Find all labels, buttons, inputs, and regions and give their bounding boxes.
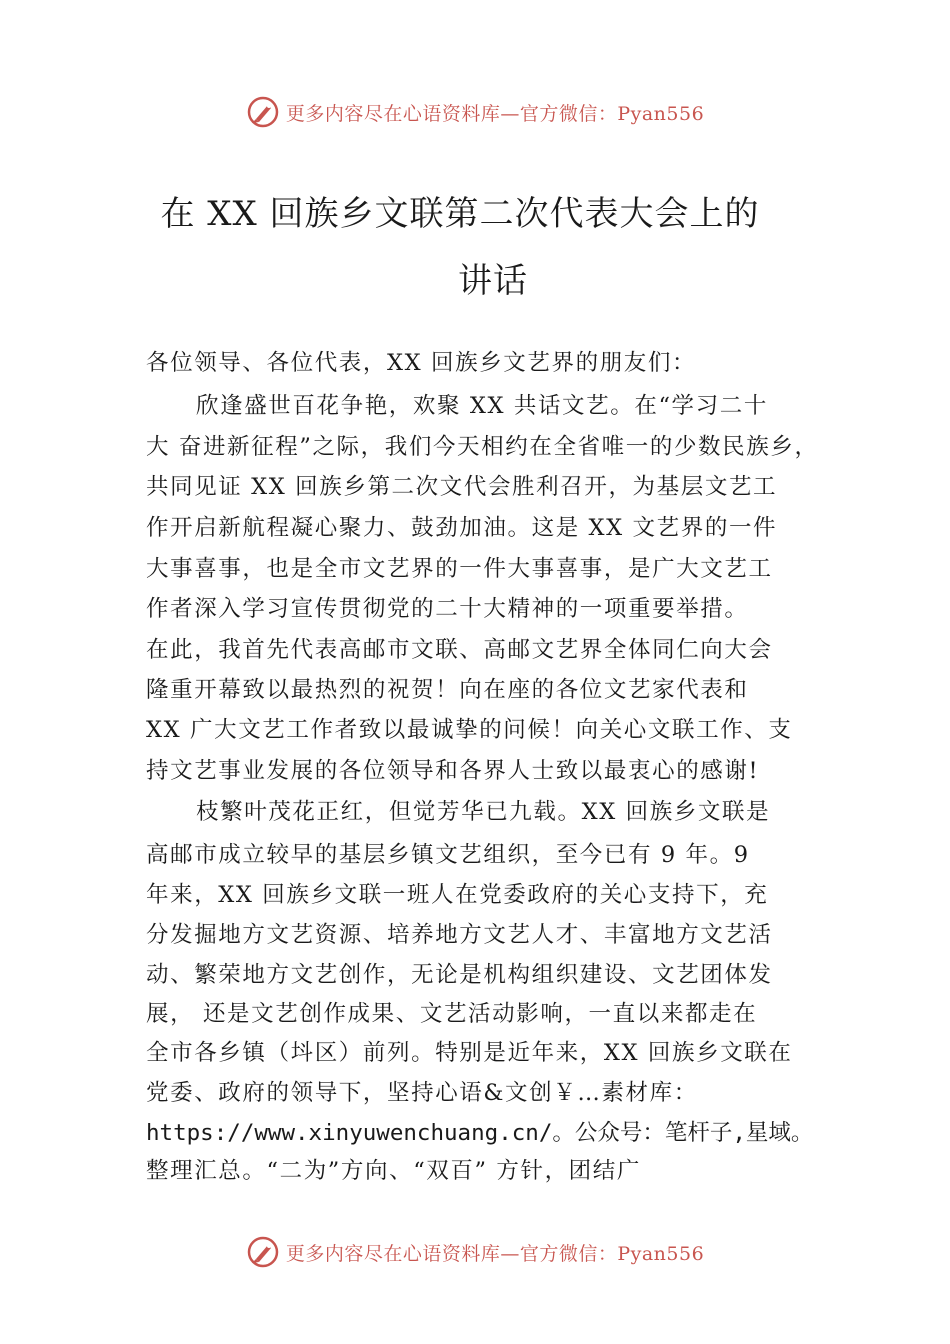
pen-nib-logo-icon: [246, 1235, 280, 1269]
body-line: 整理汇总。“二为”方向、“双百” 方针，团结广: [146, 1158, 641, 1184]
footer-banner: [0, 1232, 950, 1272]
pen-nib-logo-icon: [246, 95, 280, 129]
body-line: 分发掘地方文艺资源、培养地方文艺人才、丰富地方文艺活: [146, 922, 773, 948]
body-line: 展， 还是文艺创作成果、文艺活动影响，一直以来都走在: [146, 1001, 758, 1027]
body-line: 隆重开幕致以最热烈的祝贺！向在座的各位文艺家代表和: [146, 677, 749, 703]
header-banner-text: 更多内容尽在心语资料库—官方微信：Pyan556: [285, 102, 705, 125]
body-line: 作开启新航程凝心聚力、鼓劲加油。这是 XX 文艺界的一件: [146, 515, 778, 541]
body-line: 大事喜事，也是全市文艺界的一件大事喜事，是广大文艺工: [146, 556, 773, 582]
body-line: 枝繁叶茂花正红，但觉芳华已九载。XX 回族乡文联是: [196, 799, 771, 825]
body-line: 在此，我首先代表高邮市文联、高邮文艺界全体同仁向大会: [146, 637, 773, 663]
document-title-line-1: 在 XX 回族乡文联第二次代表大会上的: [160, 194, 760, 234]
document-title-line-2: 讲话: [458, 261, 528, 301]
salutation-line: 各位领导、各位代表，XX 回族乡文艺界的朋友们：: [146, 350, 697, 376]
url-line: https://www.xinyuwenchuang.cn/。公众号：笔杆子,星域。: [146, 1120, 814, 1146]
body-line: XX 广大文艺工作者致以最诚挚的问候！向关心文联工作、支: [146, 717, 793, 743]
body-line: 高邮市成立较早的基层乡镇文艺组织，至今已有 9 年。9: [146, 842, 750, 868]
body-line: 欣逢盛世百花争艳，欢聚 XX 共话文艺。在“学习二十: [196, 393, 768, 419]
body-line: 年来，XX 回族乡文联一班人在党委政府的关心支持下，充: [146, 882, 769, 908]
body-line: 共同见证 XX 回族乡第二次文代会胜利召开，为基层文艺工: [146, 474, 778, 500]
body-line: 全市各乡镇（㘰区）前列。特别是近年来，XX 回族乡文联在: [146, 1040, 793, 1066]
body-line: 党委、政府的领导下，坚持心语&文创￥…素材库：: [146, 1080, 698, 1106]
footer-banner-text: 更多内容尽在心语资料库—官方微信：Pyan556: [285, 1242, 705, 1265]
body-line: 大 奋进新征程”之际，我们今天相约在全省唯一的少数民族乡，: [146, 434, 819, 460]
body-line: 动、繁荣地方文艺创作，无论是机构组织建设、文艺团体发: [146, 962, 773, 988]
body-line: 持文艺事业发展的各位领导和各界人士致以最衷心的感谢!: [146, 758, 760, 784]
body-line: 作者深入学习宣传贯彻党的二十大精神的一项重要举措。: [146, 596, 749, 622]
header-banner: [0, 92, 950, 132]
